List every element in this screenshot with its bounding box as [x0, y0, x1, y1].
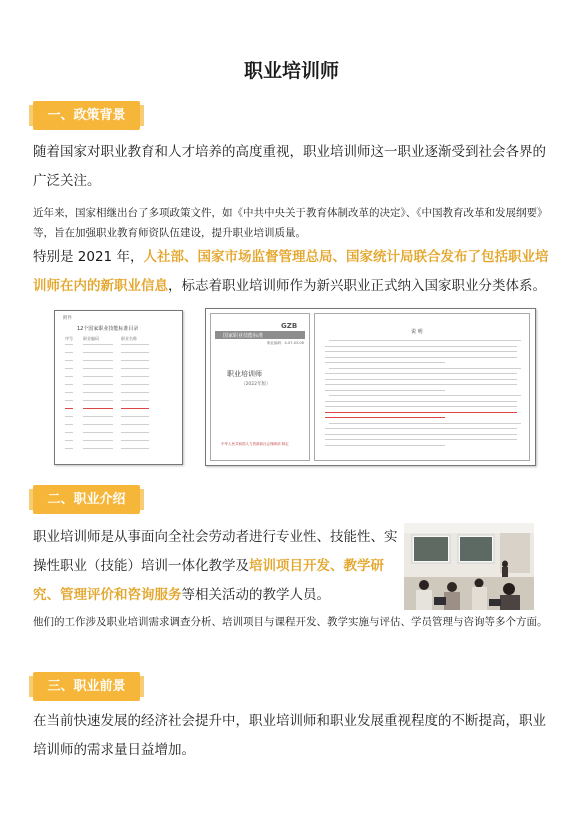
- list-doc-row-line: [83, 400, 113, 401]
- intro-p1-highlight: 培训项目开发、教学研究、管理评价和咨询服务: [33, 558, 384, 603]
- list-doc-row-line: [121, 408, 149, 409]
- list-doc-row-line: [65, 360, 73, 361]
- intro-paragraph-1: [33, 523, 405, 610]
- list-doc-col2: 职业编码: [83, 336, 99, 341]
- policy-paragraph-1: 随着国家对职业教育和人才培养的高度重视，职业培训师这一职业逐渐受到社会各界的广泛关注。: [33, 144, 546, 189]
- list-doc-row-line: [65, 424, 73, 425]
- list-doc-row-line: [83, 392, 113, 393]
- standard-edition: （2022年版）: [241, 382, 271, 387]
- list-doc-row-line: [65, 368, 73, 369]
- list-doc-row-line: [65, 344, 73, 345]
- standard-code: 职业编码：4-07-03-06: [267, 341, 304, 345]
- list-doc-row-line: [121, 352, 149, 353]
- standard-band: [215, 331, 305, 339]
- standard-text-line: [325, 351, 517, 352]
- section-heading-prospect: 三、职业前景: [33, 672, 140, 701]
- list-doc-row-line: [121, 360, 149, 361]
- standard-text-line: [325, 417, 445, 418]
- list-doc-title: 12个国家职业技能标准目录: [77, 326, 139, 332]
- policy-p3-text-end: ，标志着职业培训师作为新兴职业正式纳入国家职业分类体系。: [168, 278, 546, 294]
- list-doc-row-line: [121, 440, 149, 441]
- classroom-illustration: [404, 523, 534, 610]
- list-doc-row-line: [65, 408, 73, 409]
- standard-description-page: [314, 313, 530, 461]
- list-doc-row-line: [121, 344, 149, 345]
- list-doc-row-line: [83, 416, 113, 417]
- training-classroom-photo: [404, 523, 534, 610]
- occupation-list-image: [54, 310, 183, 465]
- section-heading-intro: 二、职业介绍: [33, 485, 140, 514]
- standard-text-line: [325, 406, 517, 407]
- policy-p3-highlight: 人社部、国家市场监督管理总局、国家统计局联合发布了包括职业培训师在内的新职业信息: [33, 249, 549, 294]
- list-doc-row-line: [121, 432, 149, 433]
- policy-paragraph-2: 近年来，国家相继出台了多项政策文件，如《中共中央关于教育体制改革的决定》、《中国教育改革和发展纲要》等，旨在加强职业教育师资队伍建设，提升职业培训质量。: [33, 207, 548, 239]
- list-doc-row-line: [65, 376, 73, 377]
- list-doc-row-line: [83, 344, 113, 345]
- list-doc-row-line: [65, 400, 73, 401]
- list-doc-row-line: [83, 424, 113, 425]
- list-doc-row-line: [83, 368, 113, 369]
- list-doc-row-line: [65, 416, 73, 417]
- list-doc-row-line: [121, 384, 149, 385]
- list-doc-row-line: [65, 384, 73, 385]
- list-doc-row-line: [121, 416, 149, 417]
- standard-text-line: [325, 439, 517, 440]
- standard-text-line: [325, 390, 445, 391]
- list-doc-row-line: [83, 360, 113, 361]
- prospect-paragraph-1: 在当前快速发展的经济社会提升中，职业培训师和职业发展重视程度的不断提高，职业培训师的需求量日益增加。: [33, 713, 546, 758]
- standard-page-title: 说 明: [411, 329, 423, 335]
- intro-p1-text-end: 等相关活动的教学人员。: [181, 587, 330, 603]
- standard-name: 职业培训师: [227, 370, 262, 378]
- list-doc-row-line: [121, 392, 149, 393]
- list-doc-row-line: [121, 368, 149, 369]
- policy-paragraph-3: [33, 243, 553, 301]
- policy-p3-text: 特别是 2021 年，: [33, 249, 144, 265]
- list-doc-row-line: [83, 440, 113, 441]
- list-doc-row-line: [83, 376, 113, 377]
- list-doc-row-line: [65, 432, 73, 433]
- list-doc-row-line: [83, 352, 113, 353]
- list-doc-row-line: [83, 448, 113, 449]
- list-doc-row-line: [65, 392, 73, 393]
- standard-logo: GZB: [281, 322, 298, 330]
- standard-text-line: [329, 368, 521, 369]
- page-title: 职业培训师: [243, 60, 339, 82]
- standard-text-line: [329, 395, 521, 396]
- intro-paragraph-2: 他们的工作涉及职业培训需求调查分析、培训项目与课程开发、教学实施与评估、学员管理与咨询等多个方面。: [33, 616, 548, 628]
- list-doc-row-line: [65, 440, 73, 441]
- standard-text-line: [325, 428, 517, 429]
- list-doc-header: 附件: [63, 316, 72, 321]
- list-doc-row-line: [121, 400, 149, 401]
- standard-text-line: [325, 434, 517, 435]
- intro-p1-text: 职业培训师是从事面向全社会劳动者进行专业性、技能性、实操性职业（技能）培训一体化教学及: [33, 529, 398, 574]
- standard-text-line: [325, 384, 517, 385]
- standard-text-line: [325, 362, 445, 363]
- standard-text-line: [325, 379, 517, 380]
- list-doc-row-line: [83, 432, 113, 433]
- list-doc-col3: 职业名称: [121, 336, 137, 341]
- standard-text-line: [325, 357, 517, 358]
- list-doc-row-line: [121, 424, 149, 425]
- standard-text-line: [325, 373, 517, 374]
- standard-text-line: [329, 340, 521, 341]
- section-heading-policy: 一、政策背景: [33, 101, 140, 130]
- list-doc-col1: 序号: [65, 336, 73, 341]
- list-doc-row-line: [65, 352, 73, 353]
- list-doc-row-line: [83, 408, 113, 409]
- list-doc-row-line: [121, 376, 149, 377]
- list-doc-row-line: [65, 448, 73, 449]
- standard-text-line: [325, 445, 445, 446]
- standard-publisher: 中华人民共和国人力资源和社会保障部 制定: [221, 442, 289, 446]
- list-doc-row-line: [83, 384, 113, 385]
- standard-text-line: [329, 423, 521, 424]
- standard-text-line: [325, 412, 517, 413]
- standard-cover: [210, 313, 310, 461]
- standard-text-line: [325, 401, 517, 402]
- standard-text-line: [325, 346, 517, 347]
- list-doc-row-line: [121, 448, 149, 449]
- standard-band-title: 国家职业技能标准: [223, 333, 264, 339]
- vocational-standard-image: [205, 308, 536, 466]
